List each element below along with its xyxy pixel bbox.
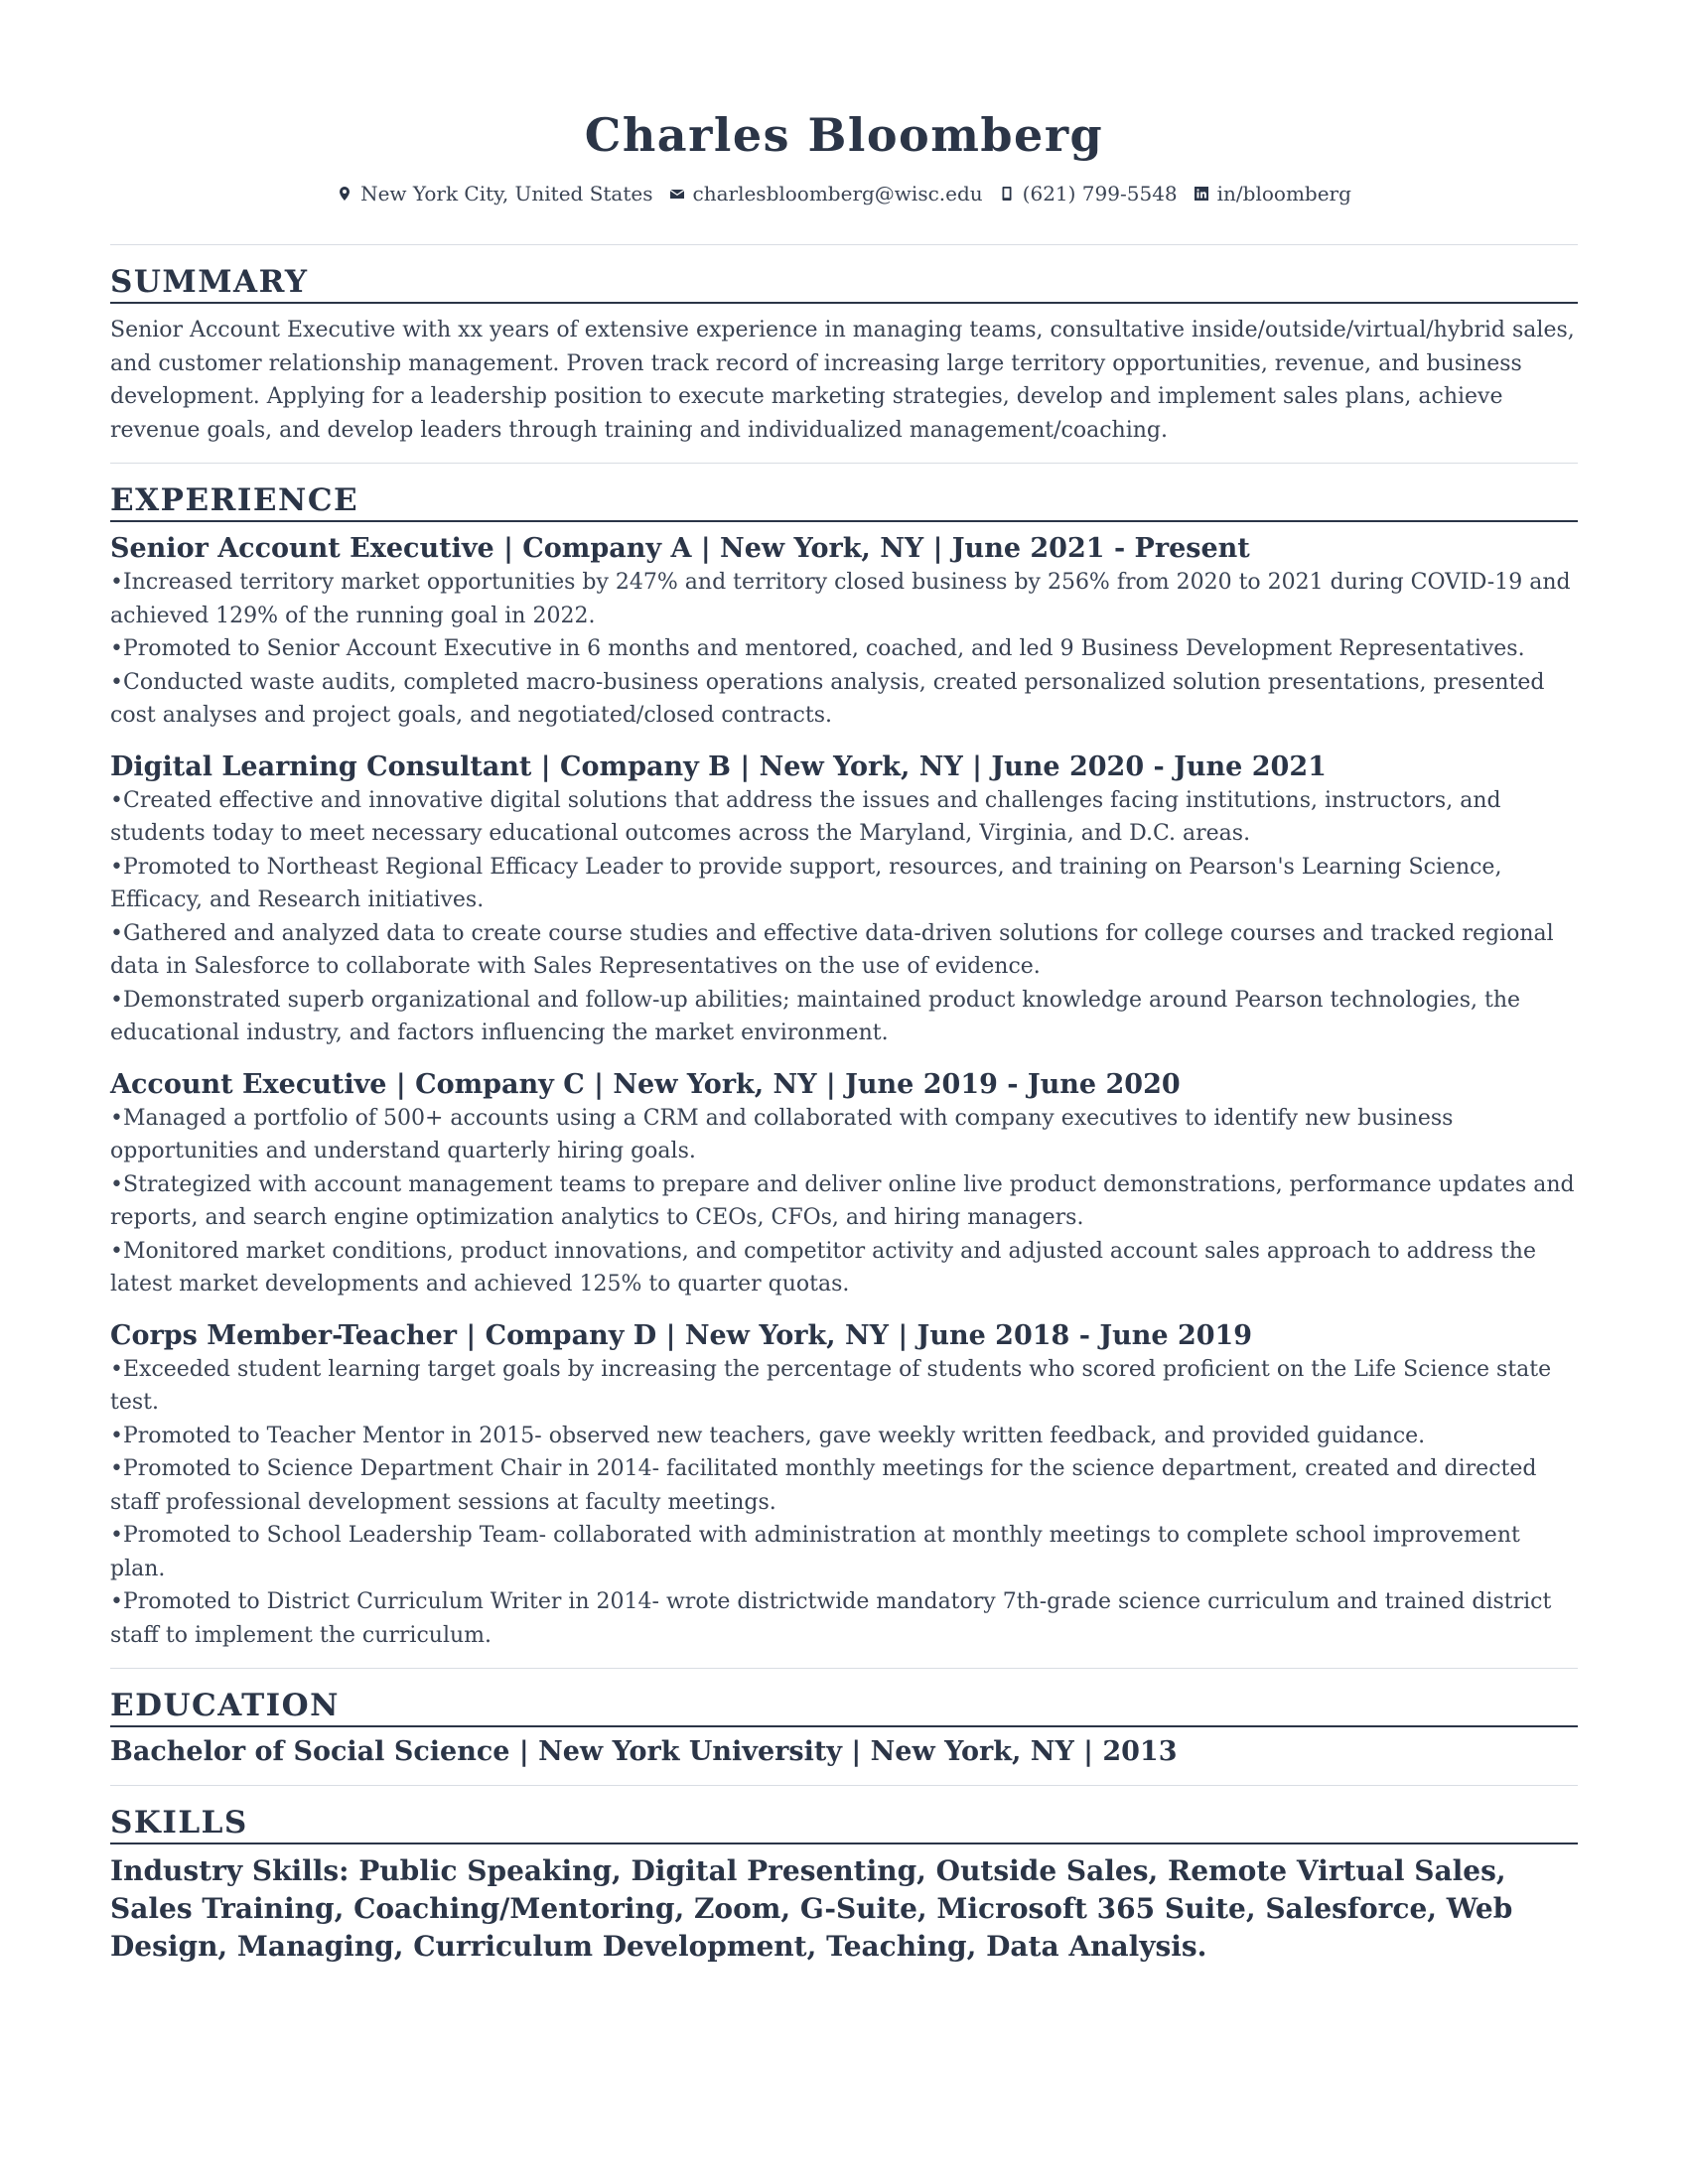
education-entry: Bachelor of Social Science | New York University | New York, NY | 2013 [110, 1736, 1178, 1767]
job-entry [110, 751, 1578, 1050]
contact-location [337, 181, 652, 206]
linkedin-icon [1194, 186, 1209, 202]
job-bullets [110, 1102, 1578, 1301]
job-heading: Digital Learning Consultant | Company B | New York, NY | June 2020 - June 2021 [110, 751, 1327, 782]
map-pin-icon [337, 186, 352, 202]
phone-link[interactable]: (621) 799-5548 [1022, 182, 1178, 205]
skills-section [110, 1786, 1578, 1981]
job-bullet: • Monitored market conditions, product innovations, and competitor activity and adjusted account sales approach to address the latest market developments and achieved 125% to quarter quotas. [110, 1235, 1578, 1301]
linkedin-link[interactable]: in/bloomberg [1216, 182, 1351, 205]
job-bullet: • Promoted to Teacher Mentor in 2015- observed new teachers, gave weekly written feedback, and provided guidance. [110, 1420, 1578, 1453]
contact-bar [110, 181, 1578, 206]
job-heading: Senior Account Executive | Company A | New York, NY | June 2021 - Present [110, 533, 1250, 564]
education-heading: EDUCATION [110, 1687, 1578, 1727]
education-section [110, 1669, 1578, 1785]
contact-phone[interactable] [999, 181, 1178, 206]
skills-text: Industry Skills: Public Speaking, Digital Presenting, Outside Sales, Remote Virtual Sales, Sales Training, Coaching/Mentoring, Zoom, G-Suite, Microsoft 365 Suite, Salesforce, Web Design, Managing, Curriculum Development, Teaching, Data Analysis. [110, 1854, 1513, 1963]
job-bullet: • Created effective and innovative digital solutions that address the issues and challenges facing institutions, instructors, and students today to meet necessary educational outcomes across the Maryland, Virginia, and D.C. areas. [110, 784, 1578, 851]
experience-section [110, 464, 1578, 1668]
job-bullet: • Increased territory market opportunities by 247% and territory closed business by 256% from 2020 to 2021 during COVID-19 and achieved 129% of the running goal in 2022. [110, 566, 1578, 632]
job-entry [110, 1319, 1578, 1653]
job-heading: Account Executive | Company C | New York, NY | June 2019 - June 2020 [110, 1068, 1181, 1100]
contact-email[interactable] [669, 181, 983, 206]
contact-linkedin[interactable] [1194, 181, 1351, 206]
job-bullet: • Exceeded student learning target goals by increasing the percentage of students who scored proficient on the Life Science state test. [110, 1353, 1578, 1420]
phone-icon [999, 186, 1015, 202]
summary-section [110, 245, 1578, 463]
job-bullet: • Strategized with account management teams to prepare and deliver online live product demonstrations, performance updates and reports, and search engine optimization analytics to CEOs, CFOs, and hiring managers. [110, 1168, 1578, 1235]
experience-heading: EXPERIENCE [110, 481, 1578, 522]
job-heading: Corps Member-Teacher | Company D | New York, NY | June 2018 - June 2019 [110, 1319, 1253, 1351]
summary-heading: SUMMARY [110, 263, 1578, 304]
summary-text: Senior Account Executive with xx years of extensive experience in managing teams, consultative inside/outside/virtual/hybrid sales, and customer relationship management. Proven track record of increasing large territory opportunities, revenue, and business development. Applying for a leadership position to execute marketing strategies, develop and implement sales plans, achieve revenue goals, and develop leaders through training and individualized management/coaching. [110, 318, 1575, 443]
skills-heading: SKILLS [110, 1804, 1578, 1844]
job-bullets [110, 1353, 1578, 1653]
job-bullet: • Conducted waste audits, completed macro-business operations analysis, created personalized solution presentations, presented cost analyses and project goals, and negotiated/closed contracts. [110, 666, 1578, 733]
job-bullet: • Promoted to Senior Account Executive in 6 months and mentored, coached, and led 9 Business Development Representatives. [110, 632, 1578, 666]
location-text: New York City, United States [360, 182, 653, 205]
job-bullet: • Promoted to District Curriculum Writer in 2014- wrote districtwide mandatory 7th-grade science curriculum and trained district staff to implement the curriculum. [110, 1585, 1578, 1652]
job-bullet: • Gathered and analyzed data to create course studies and effective data-driven solutions for college courses and tracked regional data in Salesforce to collaborate with Sales Representatives on the use of evidence. [110, 917, 1578, 984]
job-bullet: • Managed a portfolio of 500+ accounts using a CRM and collaborated with company executives to identify new business opportunities and understand quarterly hiring goals. [110, 1102, 1578, 1168]
job-bullets [110, 784, 1578, 1050]
job-entry [110, 532, 1578, 733]
job-bullets [110, 566, 1578, 733]
envelope-icon [669, 186, 685, 202]
email-link[interactable]: charlesbloomberg@wisc.edu [692, 182, 983, 205]
job-bullet: • Demonstrated superb organizational and follow-up abilities; maintained product knowledge around Pearson technologies, the educational industry, and factors influencing the market environment. [110, 984, 1578, 1050]
candidate-name: Charles Bloomberg [584, 108, 1104, 162]
job-bullet: • Promoted to School Leadership Team- collaborated with administration at monthly meetings to complete school improvement plan. [110, 1519, 1578, 1585]
job-bullet: • Promoted to Science Department Chair in 2014- facilitated monthly meetings for the science department, created and directed staff professional development sessions at faculty meetings. [110, 1452, 1578, 1519]
job-bullet: • Promoted to Northeast Regional Efficacy Leader to provide support, resources, and training on Pearson's Learning Science, Efficacy, and Research initiatives. [110, 851, 1578, 917]
job-entry [110, 1068, 1578, 1301]
